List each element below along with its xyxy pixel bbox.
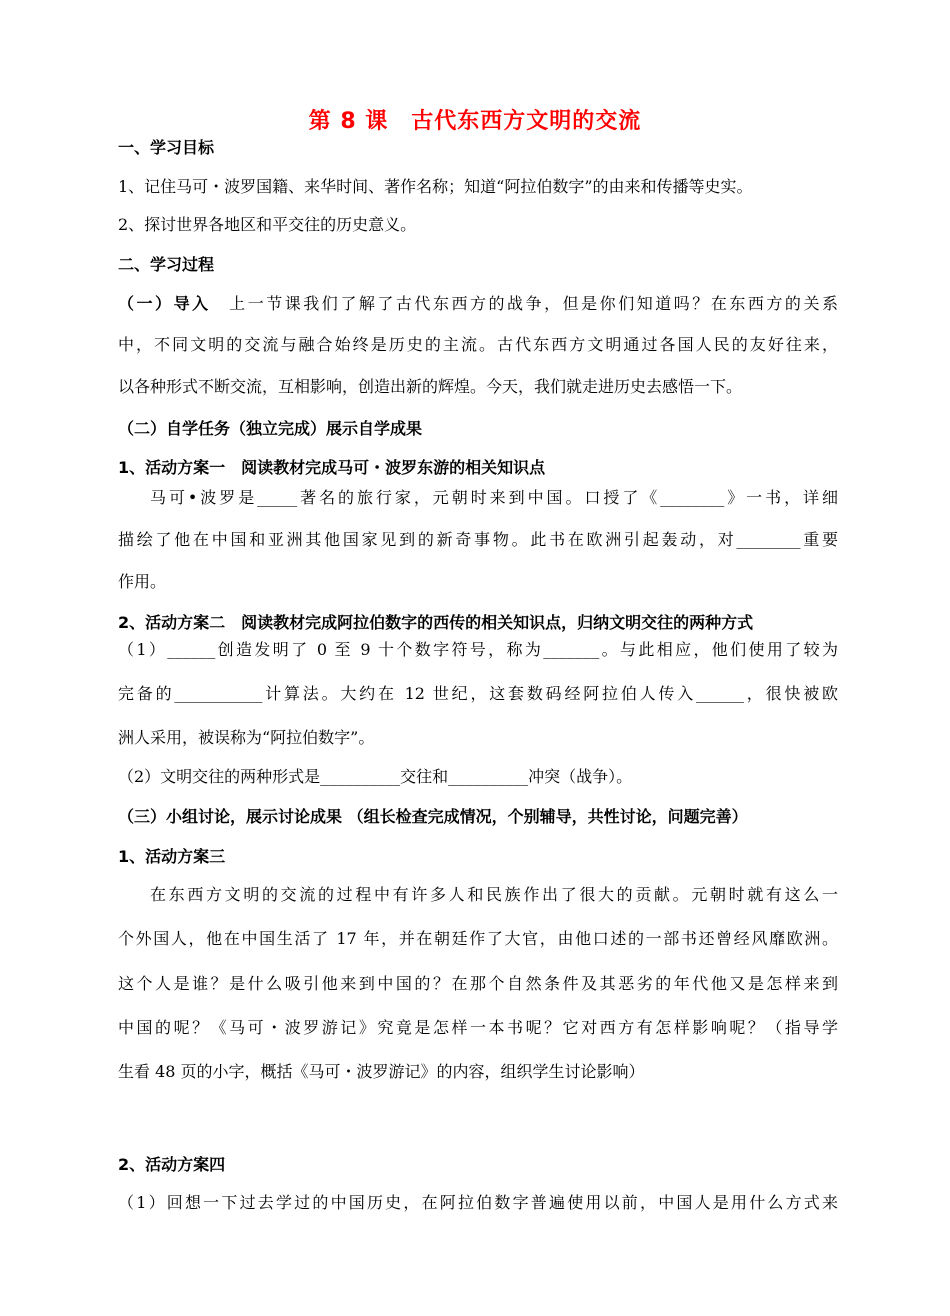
intro-line-3: 以各种形式不断交流，互相影响，创造出新的辉煌。今天，我们就走进历史去感悟一下。 bbox=[118, 377, 743, 396]
intro-line-1 bbox=[118, 293, 838, 315]
part2-heading: （二）自学任务（独立完成）展示自学成果 bbox=[118, 419, 423, 438]
activity3-line-1: 在东西方文明的交流的过程中有许多人和民族作出了很大的贡献。元朝时就有这么一 bbox=[150, 885, 838, 904]
activity2-line-1: （1）______创造发明了 0 至 9 十个数字符号，称为_______。与此相应，他们使用了较为 bbox=[118, 640, 838, 659]
activity4-heading: 2、活动方案四 bbox=[118, 1155, 226, 1174]
activity1-line-1: 马可•波罗是_____著名的旅行家，元朝时来到中国。口授了《________》一书，详细 bbox=[150, 488, 838, 507]
intro-label: （一）导入 bbox=[118, 294, 211, 313]
activity2-line-4: （2）文明交往的两种形式是__________交往和__________冲突（战争）。 bbox=[118, 767, 633, 786]
intro-text-1: 上一节课我们了解了古代东西方的战争，但是你们知道吗？在东西方的关系 bbox=[210, 294, 838, 313]
activity1-line-2: 描绘了他在中国和亚洲其他国家见到的新奇事物。此书在欧洲引起轰动，对________重要 bbox=[118, 530, 838, 549]
goal-item-2: 2、探讨世界各地区和平交往的历史意义。 bbox=[118, 215, 417, 234]
activity3-line-4: 中国的呢？《马可・波罗游记》究竟是怎样一本书呢？它对西方有怎样影响呢？（指导学 bbox=[118, 1018, 838, 1037]
intro-line-2: 中，不同文明的交流与融合始终是历史的主流。古代东西方文明通过各国人民的友好往来， bbox=[118, 335, 838, 354]
activity3-heading: 1、活动方案三 bbox=[118, 847, 226, 866]
activity2-line-3: 洲人采用，被误称为“阿拉伯数字”。 bbox=[118, 728, 375, 747]
goal-item-1: 1、记住马可・波罗国籍、来华时间、著作名称；知道“阿拉伯数字”的由来和传播等史实。 bbox=[118, 177, 753, 196]
section-heading-goals: 一、学习目标 bbox=[118, 138, 215, 157]
activity4-line-1: （1）回想一下过去学过的中国历史，在阿拉伯数字普遍使用以前，中国人是用什么方式来 bbox=[118, 1193, 838, 1212]
section-heading-process: 二、学习过程 bbox=[118, 255, 215, 274]
activity1-line-3: 作用。 bbox=[118, 572, 167, 591]
activity3-line-5: 生看 48 页的小字，概括《马可・波罗游记》的内容，组织学生讨论影响） bbox=[118, 1062, 645, 1081]
activity3-line-2: 个外国人，他在中国生活了 17 年，并在朝廷作了大官，由他口述的一部书还曾经风靡欧洲。 bbox=[118, 929, 838, 948]
activity2-line-2: 完备的___________计算法。大约在 12 世纪，这套数码经阿拉伯人传入______，很快被欧 bbox=[118, 684, 838, 703]
activity3-line-3: 这个人是谁？是什么吸引他来到中国的？在那个自然条件及其恶劣的年代他又是怎样来到 bbox=[118, 974, 838, 993]
activity1-heading: 1、活动方案一 阅读教材完成马可・波罗东游的相关知识点 bbox=[118, 458, 546, 477]
part3-heading: （三）小组讨论，展示讨论成果 （组长检查完成情况，个别辅导，共性讨论，问题完善） bbox=[118, 807, 748, 826]
lesson-title: 第 8 课 古代东西方文明的交流 bbox=[308, 109, 642, 134]
activity2-heading: 2、活动方案二 阅读教材完成阿拉伯数字的西传的相关知识点，归纳文明交往的两种方式 bbox=[118, 613, 754, 632]
